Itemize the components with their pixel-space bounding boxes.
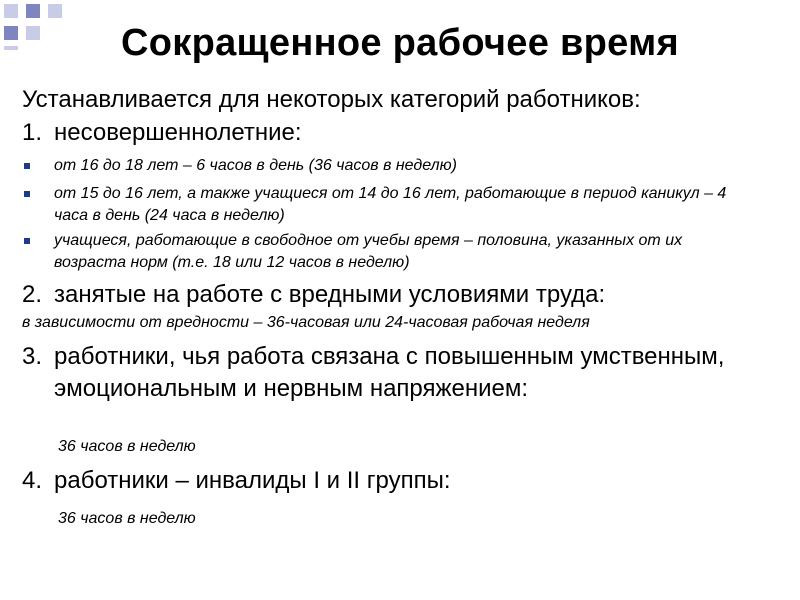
section-number: 3. xyxy=(22,343,43,370)
bullet-text: от 15 до 16 лет, а также учащиеся от 14 до 16 лет, работающие в период каникул – 4 часа в день (24 часа в неделю) xyxy=(54,185,727,224)
section-label: работники – инвалиды I и II группы: xyxy=(54,467,451,494)
section-2-note: в зависимости от вредности – 36-часовая или 24-часовая рабочая неделя xyxy=(22,314,590,331)
bullet-item xyxy=(22,230,732,274)
section-number: 4. xyxy=(22,467,43,494)
bullet-text: учащиеся, работающие в свободное от учебы время – половина, указанных от их возраста норм (т.е. 18 или 12 часов в неделю) xyxy=(54,232,683,271)
section-2-heading xyxy=(22,279,782,311)
bullet-square-icon xyxy=(24,163,30,169)
bullet-square-icon xyxy=(24,191,30,197)
section-3-heading xyxy=(22,341,782,405)
bullet-item xyxy=(22,183,732,227)
section-4-heading xyxy=(22,465,782,497)
slide-title: Сокращенное рабочее время xyxy=(121,22,679,64)
section-number: 1. xyxy=(22,119,43,146)
bullet-text: от 16 до 18 лет – 6 часов в день (36 часов в неделю) xyxy=(54,157,457,174)
bullet-item xyxy=(22,155,732,177)
section-label: занятые на работе с вредными условиями труда: xyxy=(54,281,606,308)
intro-text: Устанавливается для некоторых категорий работников: xyxy=(22,86,641,113)
section-label: несовершеннолетние: xyxy=(54,119,302,146)
section-4-note: 36 часов в неделю xyxy=(58,510,196,527)
section-number: 2. xyxy=(22,281,43,308)
section-3-note: 36 часов в неделю xyxy=(58,438,196,455)
section-label: работники, чья работа связана с повышенным умственным, эмоциональным и нервным напряжением: xyxy=(54,343,725,402)
bullet-square-icon xyxy=(24,238,30,244)
section-1-heading xyxy=(22,117,782,149)
